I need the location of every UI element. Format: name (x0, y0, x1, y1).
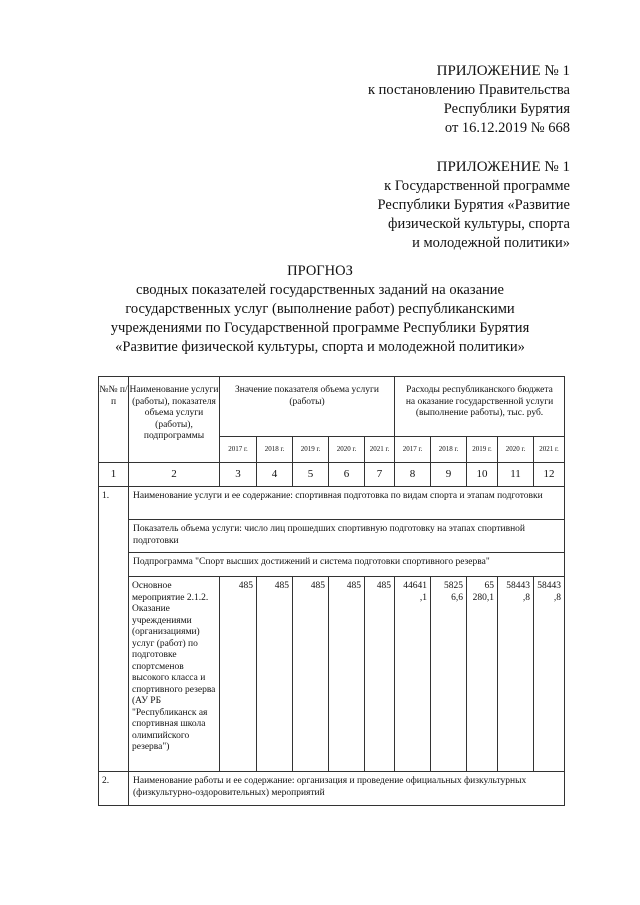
column-number: 1 (99, 463, 129, 487)
volume-value: 485 (293, 577, 329, 772)
subprogram-name: Подпрограмма "Спорт высших достижений и система подготовки спортивного резерва" (129, 553, 565, 577)
expense-value: 58443 ,8 (498, 577, 534, 772)
year-header: 2018 г. (257, 437, 293, 463)
year-header: 2019 г. (467, 437, 498, 463)
year-header: 2020 г. (498, 437, 534, 463)
column-number: 2 (129, 463, 220, 487)
year-header: 2018 г. (431, 437, 467, 463)
appendix-1-line: к постановлению Правительства (368, 82, 570, 98)
year-header: 2019 г. (293, 437, 329, 463)
column-number: 10 (467, 463, 498, 487)
appendix-1-line: Республики Бурятия (443, 101, 570, 117)
expense-value: 44641 ,1 (395, 577, 431, 772)
appendix-2-line: Республики Бурятия «Развитие (377, 197, 570, 213)
appendix-2-line: к Государственной программе (384, 178, 570, 194)
expense-value: 5825 6,6 (431, 577, 467, 772)
appendix-1-heading: ПРИЛОЖЕНИЕ № 1 (436, 63, 570, 79)
column-number: 9 (431, 463, 467, 487)
title-heading: ПРОГНОЗ (287, 263, 353, 279)
title-line: сводных показателей государственных заданий на оказание (136, 282, 504, 298)
column-number: 4 (257, 463, 293, 487)
row-index: 2. (99, 772, 129, 806)
event-name: Основное мероприятие 2.1.2. Оказание учреждениями (организациями) услуг (работ) по подготовке спортсменов высокого класса и спортивного резерва (АУ РБ "Республиканск ая спортивная школа олимпийского резерва") (129, 577, 220, 772)
column-number: 12 (534, 463, 565, 487)
appendix-1-block (368, 62, 570, 138)
header-name: Наименование услуги (работы), показателя объема услуги (работы), подпрограммы (129, 377, 220, 463)
expense-value: 65 280,1 (467, 577, 498, 772)
forecast-table (98, 376, 565, 806)
title-line: государственных услуг (выполнение работ) республиканскими (125, 301, 515, 317)
row-index: 1. (99, 487, 129, 772)
indicator-name: Показатель объема услуги: число лиц прошедших спортивную подготовку на этапах спортивной подготовки (129, 520, 565, 553)
document-title (0, 262, 640, 357)
year-header: 2021 г. (365, 437, 395, 463)
column-number: 7 (365, 463, 395, 487)
service-name: Наименование работы и ее содержание: организация и проведение официальных физкультурных (физкультурно-оздоровительных) мероприятий (129, 772, 565, 806)
appendix-2-line: и молодежной политики» (412, 235, 570, 251)
column-number: 5 (293, 463, 329, 487)
header-expenses: Расходы республиканского бюджета на оказание государственной услуги (выполнение работы), тыс. руб. (395, 377, 565, 437)
column-number: 6 (329, 463, 365, 487)
column-number: 8 (395, 463, 431, 487)
year-header: 2017 г. (395, 437, 431, 463)
year-header: 2017 г. (220, 437, 257, 463)
title-line: «Развитие физической культуры, спорта и молодежной политики» (115, 339, 525, 355)
expense-value: 58443 ,8 (534, 577, 565, 772)
column-number: 3 (220, 463, 257, 487)
column-number: 11 (498, 463, 534, 487)
year-header: 2021 г. (534, 437, 565, 463)
title-line: учреждениями по Государственной программе Республики Бурятия (110, 320, 530, 336)
volume-value: 485 (329, 577, 365, 772)
volume-value: 485 (365, 577, 395, 772)
appendix-1-line: от 16.12.2019 № 668 (444, 120, 570, 136)
appendix-2-heading: ПРИЛОЖЕНИЕ № 1 (436, 159, 570, 175)
year-header: 2020 г. (329, 437, 365, 463)
service-name: Наименование услуги и ее содержание: спортивная подготовка по видам спорта и этапам подготовки (129, 487, 565, 520)
appendix-2-line: физической культуры, спорта (388, 216, 570, 232)
header-volume: Значение показателя объема услуги (работы) (220, 377, 395, 437)
header-num: №№ п/п (99, 377, 129, 463)
volume-value: 485 (220, 577, 257, 772)
appendix-2-block (377, 158, 570, 253)
volume-value: 485 (257, 577, 293, 772)
